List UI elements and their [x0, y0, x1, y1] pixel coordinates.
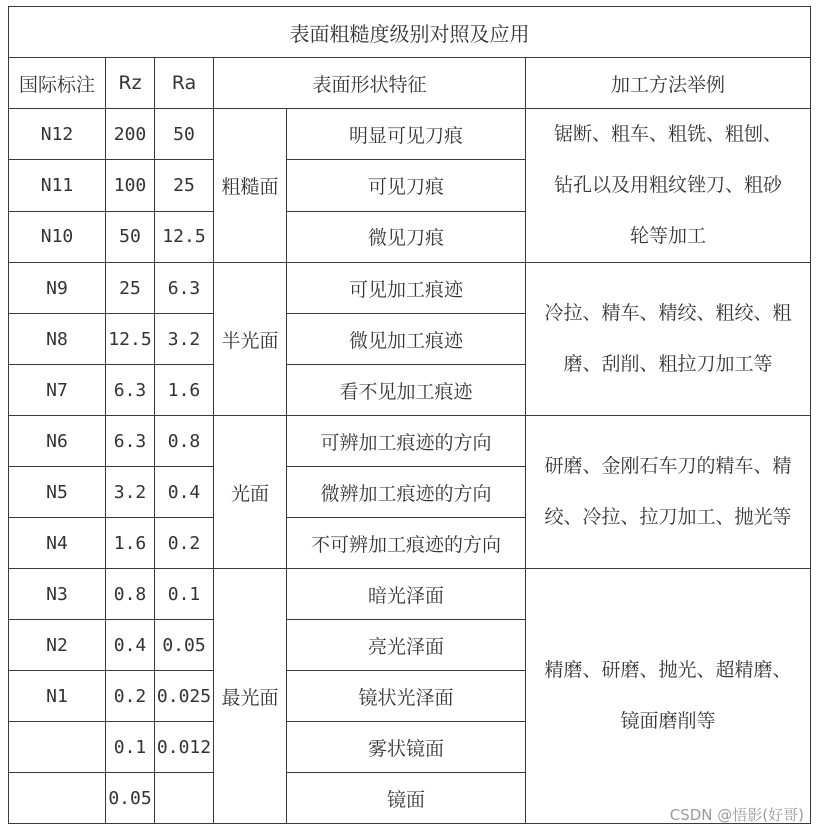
ra-cell: 0.4: [155, 467, 214, 518]
table-row: [9, 416, 811, 467]
ra-cell: 0.025: [155, 671, 214, 722]
ra-cell: 25: [155, 160, 214, 211]
code-cell: N6: [9, 416, 106, 467]
header-ra: Ra: [155, 58, 214, 109]
ra-cell: 0.8: [155, 416, 214, 467]
feature-cell: 暗光泽面: [287, 569, 526, 620]
method-cell: [526, 569, 811, 824]
rz-cell: 0.1: [106, 722, 155, 773]
rz-cell: 0.4: [106, 620, 155, 671]
code-cell: N3: [9, 569, 106, 620]
code-cell: N12: [9, 109, 106, 160]
ra-cell: 0.05: [155, 620, 214, 671]
feature-cell: 可见刀痕: [287, 160, 526, 211]
rz-cell: 200: [106, 109, 155, 160]
rz-cell: 0.2: [106, 671, 155, 722]
code-cell: N5: [9, 467, 106, 518]
rz-cell: 50: [106, 211, 155, 262]
feature-cell: 可辨加工痕迹的方向: [287, 416, 526, 467]
title-row: [9, 7, 811, 58]
header-rz: Rz: [106, 58, 155, 109]
feature-cell: 镜面: [287, 773, 526, 824]
feature-cell: 微辨加工痕迹的方向: [287, 467, 526, 518]
ra-cell: 0.1: [155, 569, 214, 620]
rz-cell: 0.05: [106, 773, 155, 824]
feature-cell: 微见刀痕: [287, 211, 526, 262]
table-row: [9, 569, 811, 620]
method-line: 研磨、金刚石车刀的精车、精: [544, 455, 792, 477]
roughness-table: [8, 6, 811, 824]
method-cell: [526, 416, 811, 569]
method-line: 冷拉、精车、精绞、粗绞、粗: [544, 302, 792, 324]
method-line: 钻孔以及用粗纹锉刀、粗砂: [553, 174, 782, 196]
feature-cell: 明显可见刀痕: [287, 109, 526, 160]
header-row: [9, 58, 811, 109]
method-line: 绞、冷拉、拉刀加工、抛光等: [544, 506, 792, 528]
code-cell: N9: [9, 263, 106, 314]
feature-cell: 亮光泽面: [287, 620, 526, 671]
code-cell: N1: [9, 671, 106, 722]
rz-cell: 100: [106, 160, 155, 211]
ra-cell: 1.6: [155, 365, 214, 416]
rz-cell: 6.3: [106, 416, 155, 467]
ra-cell: 3.2: [155, 314, 214, 365]
rz-cell: 1.6: [106, 518, 155, 569]
header-method: 加工方法举例: [526, 58, 811, 109]
feature-cell: 看不见加工痕迹: [287, 365, 526, 416]
group-name: 光面: [214, 416, 287, 569]
table-title: 表面粗糙度级别对照及应用: [9, 7, 811, 58]
feature-cell: 不可辨加工痕迹的方向: [287, 518, 526, 569]
rz-cell: 12.5: [106, 314, 155, 365]
ra-cell: 50: [155, 109, 214, 160]
table-row: [9, 263, 811, 314]
ra-cell: [155, 773, 214, 824]
code-cell: N8: [9, 314, 106, 365]
method-line: 镜面磨削等: [620, 710, 716, 732]
method-line: 精磨、研磨、抛光、超精磨、: [544, 659, 792, 681]
feature-cell: 镜状光泽面: [287, 671, 526, 722]
method-line: 轮等加工: [629, 225, 706, 247]
watermark: CSDN @悟影(好哥): [669, 806, 804, 824]
code-cell: [9, 722, 106, 773]
group-name: 粗糙面: [214, 109, 287, 263]
method-line: 磨、刮削、粗拉刀加工等: [563, 353, 773, 375]
feature-cell: 雾状镜面: [287, 722, 526, 773]
code-cell: N2: [9, 620, 106, 671]
table-row: [9, 109, 811, 160]
ra-cell: 0.2: [155, 518, 214, 569]
code-cell: N10: [9, 211, 106, 262]
code-cell: N11: [9, 160, 106, 211]
code-cell: [9, 773, 106, 824]
ra-cell: 6.3: [155, 263, 214, 314]
rz-cell: 3.2: [106, 467, 155, 518]
ra-cell: 12.5: [155, 211, 214, 262]
feature-cell: 可见加工痕迹: [287, 263, 526, 314]
header-code: 国际标注: [9, 58, 106, 109]
group-name: 最光面: [214, 569, 287, 824]
group-name: 半光面: [214, 263, 287, 416]
code-cell: N4: [9, 518, 106, 569]
ra-cell: 0.012: [155, 722, 214, 773]
method-line: 锯断、粗车、粗铣、粗刨、: [553, 123, 782, 145]
method-cell: [526, 263, 811, 416]
feature-cell: 微见加工痕迹: [287, 314, 526, 365]
rz-cell: 0.8: [106, 569, 155, 620]
header-feature: 表面形状特征: [214, 58, 526, 109]
rz-cell: 6.3: [106, 365, 155, 416]
rz-cell: 25: [106, 263, 155, 314]
method-cell: [526, 109, 811, 263]
code-cell: N7: [9, 365, 106, 416]
